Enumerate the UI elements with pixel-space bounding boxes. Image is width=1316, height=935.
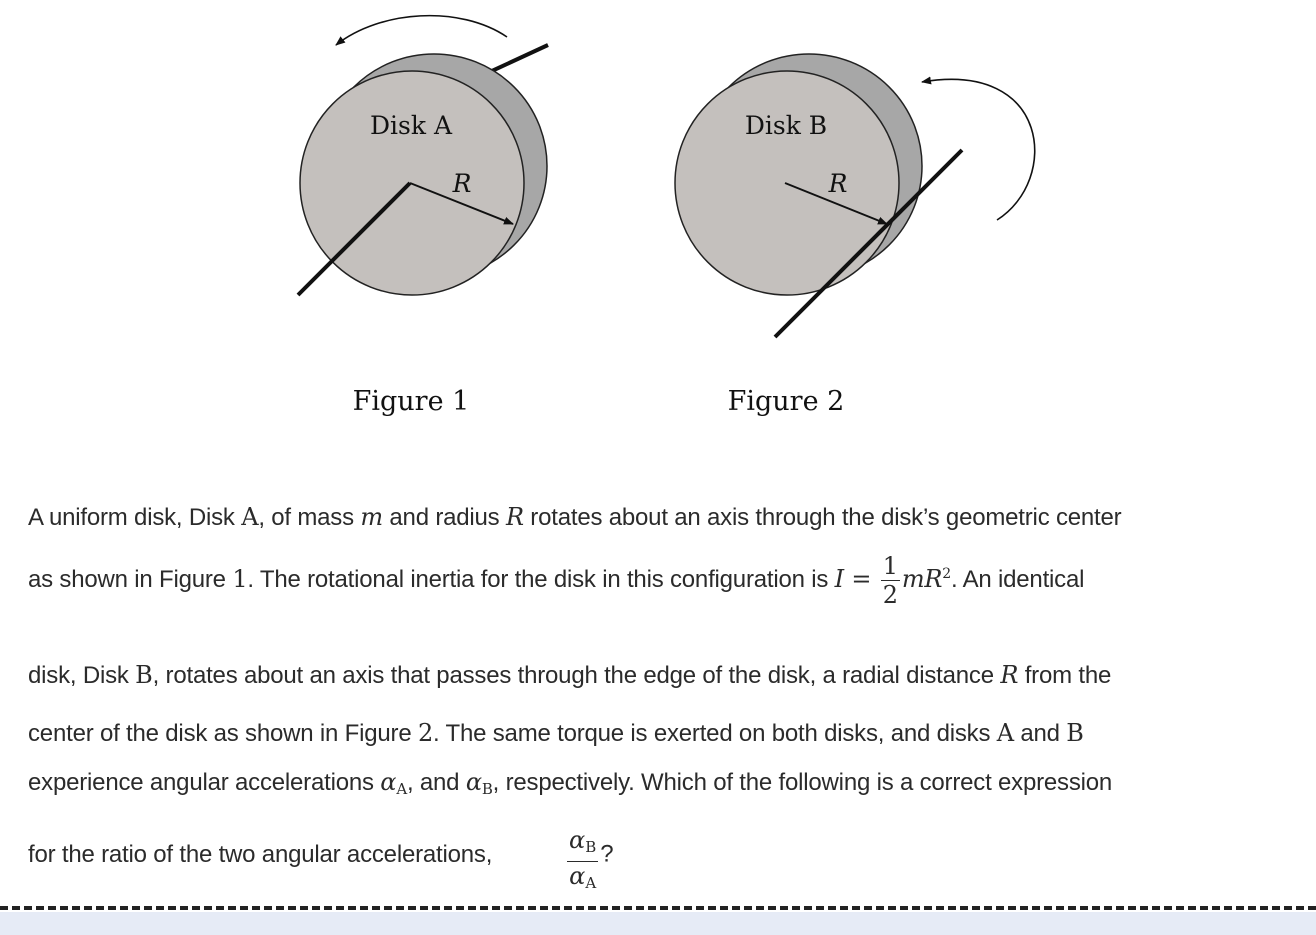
math-A: A bbox=[241, 503, 259, 531]
text: for the ratio of the two angular accelerations, bbox=[28, 841, 493, 868]
fraction-one-half bbox=[881, 552, 900, 609]
rotation-arrow-icon bbox=[336, 16, 507, 45]
text: disk, Disk bbox=[28, 662, 136, 689]
figure-2-caption: Figure 2 bbox=[727, 386, 845, 417]
figure-1-disk-a bbox=[298, 16, 548, 417]
subscript-B: B bbox=[585, 838, 597, 856]
question-line-2 bbox=[28, 552, 1084, 609]
text: as shown in Figure bbox=[28, 565, 233, 593]
math-R: R bbox=[1000, 661, 1019, 689]
text: . The rotational inertia for the disk in this configuration is bbox=[247, 565, 835, 593]
subscript-A: A bbox=[585, 874, 597, 892]
text: rotates about an axis through the disk’s geometric center bbox=[523, 504, 1122, 531]
text: , of mass bbox=[258, 504, 361, 531]
text: , respectively. Which of the following is a correct expression bbox=[492, 769, 1113, 796]
math-B: B bbox=[1066, 719, 1084, 747]
exponent: 2 bbox=[942, 565, 951, 582]
disk-a-label: Disk A bbox=[369, 111, 453, 140]
question-line-4 bbox=[28, 718, 1084, 749]
math-mR: mR bbox=[901, 564, 943, 593]
text: and radius bbox=[382, 504, 506, 531]
question-line-3 bbox=[28, 660, 1111, 691]
fraction-alphaB-over-alphaA bbox=[567, 826, 598, 897]
rotation-arrow-icon bbox=[922, 79, 1035, 220]
radius-label: R bbox=[828, 169, 848, 198]
ratio-fraction bbox=[565, 826, 614, 892]
math-B: B bbox=[135, 661, 153, 689]
numerator: 1 bbox=[882, 552, 898, 580]
denominator: 2 bbox=[882, 581, 898, 609]
math-alpha: α bbox=[465, 768, 482, 796]
text: A uniform disk, Disk bbox=[28, 504, 242, 531]
text: , rotates about an axis that passes through the edge of the disk, a radial distance bbox=[152, 662, 1001, 689]
figure-1-caption: Figure 1 bbox=[352, 386, 470, 417]
subscript-A: A bbox=[396, 780, 407, 798]
math-equals: = bbox=[843, 564, 879, 593]
math-alpha: α bbox=[569, 826, 586, 854]
math-R: R bbox=[505, 503, 524, 531]
footer-band bbox=[0, 912, 1316, 935]
text: from the bbox=[1018, 662, 1112, 689]
text: center of the disk as shown in Figure bbox=[28, 720, 418, 747]
text: . The same torque is exerted on both disks, and disks bbox=[433, 720, 997, 747]
text: and bbox=[1013, 720, 1067, 747]
question-mark: ? bbox=[600, 840, 614, 868]
text: . An identical bbox=[950, 565, 1085, 593]
denominator bbox=[567, 862, 598, 897]
math-I: I bbox=[834, 564, 844, 593]
radius-label: R bbox=[452, 169, 472, 198]
text: , and bbox=[406, 769, 466, 796]
text: experience angular accelerations bbox=[28, 769, 381, 796]
math-1: 1 bbox=[232, 564, 248, 593]
question-line-5 bbox=[28, 767, 1112, 804]
math-alpha: α bbox=[569, 862, 586, 890]
question-line-1 bbox=[28, 502, 1121, 533]
question-line-6 bbox=[28, 840, 492, 870]
math-alpha: α bbox=[380, 768, 397, 796]
figures bbox=[0, 0, 1316, 440]
math-A: A bbox=[996, 719, 1014, 747]
figure-2-disk-b bbox=[675, 54, 1035, 417]
numerator bbox=[567, 826, 598, 862]
subscript-B: B bbox=[481, 780, 493, 798]
dashed-divider bbox=[0, 906, 1316, 910]
disk-b-label: Disk B bbox=[744, 111, 828, 140]
math-2: 2 bbox=[417, 719, 434, 747]
math-m: m bbox=[360, 503, 383, 531]
